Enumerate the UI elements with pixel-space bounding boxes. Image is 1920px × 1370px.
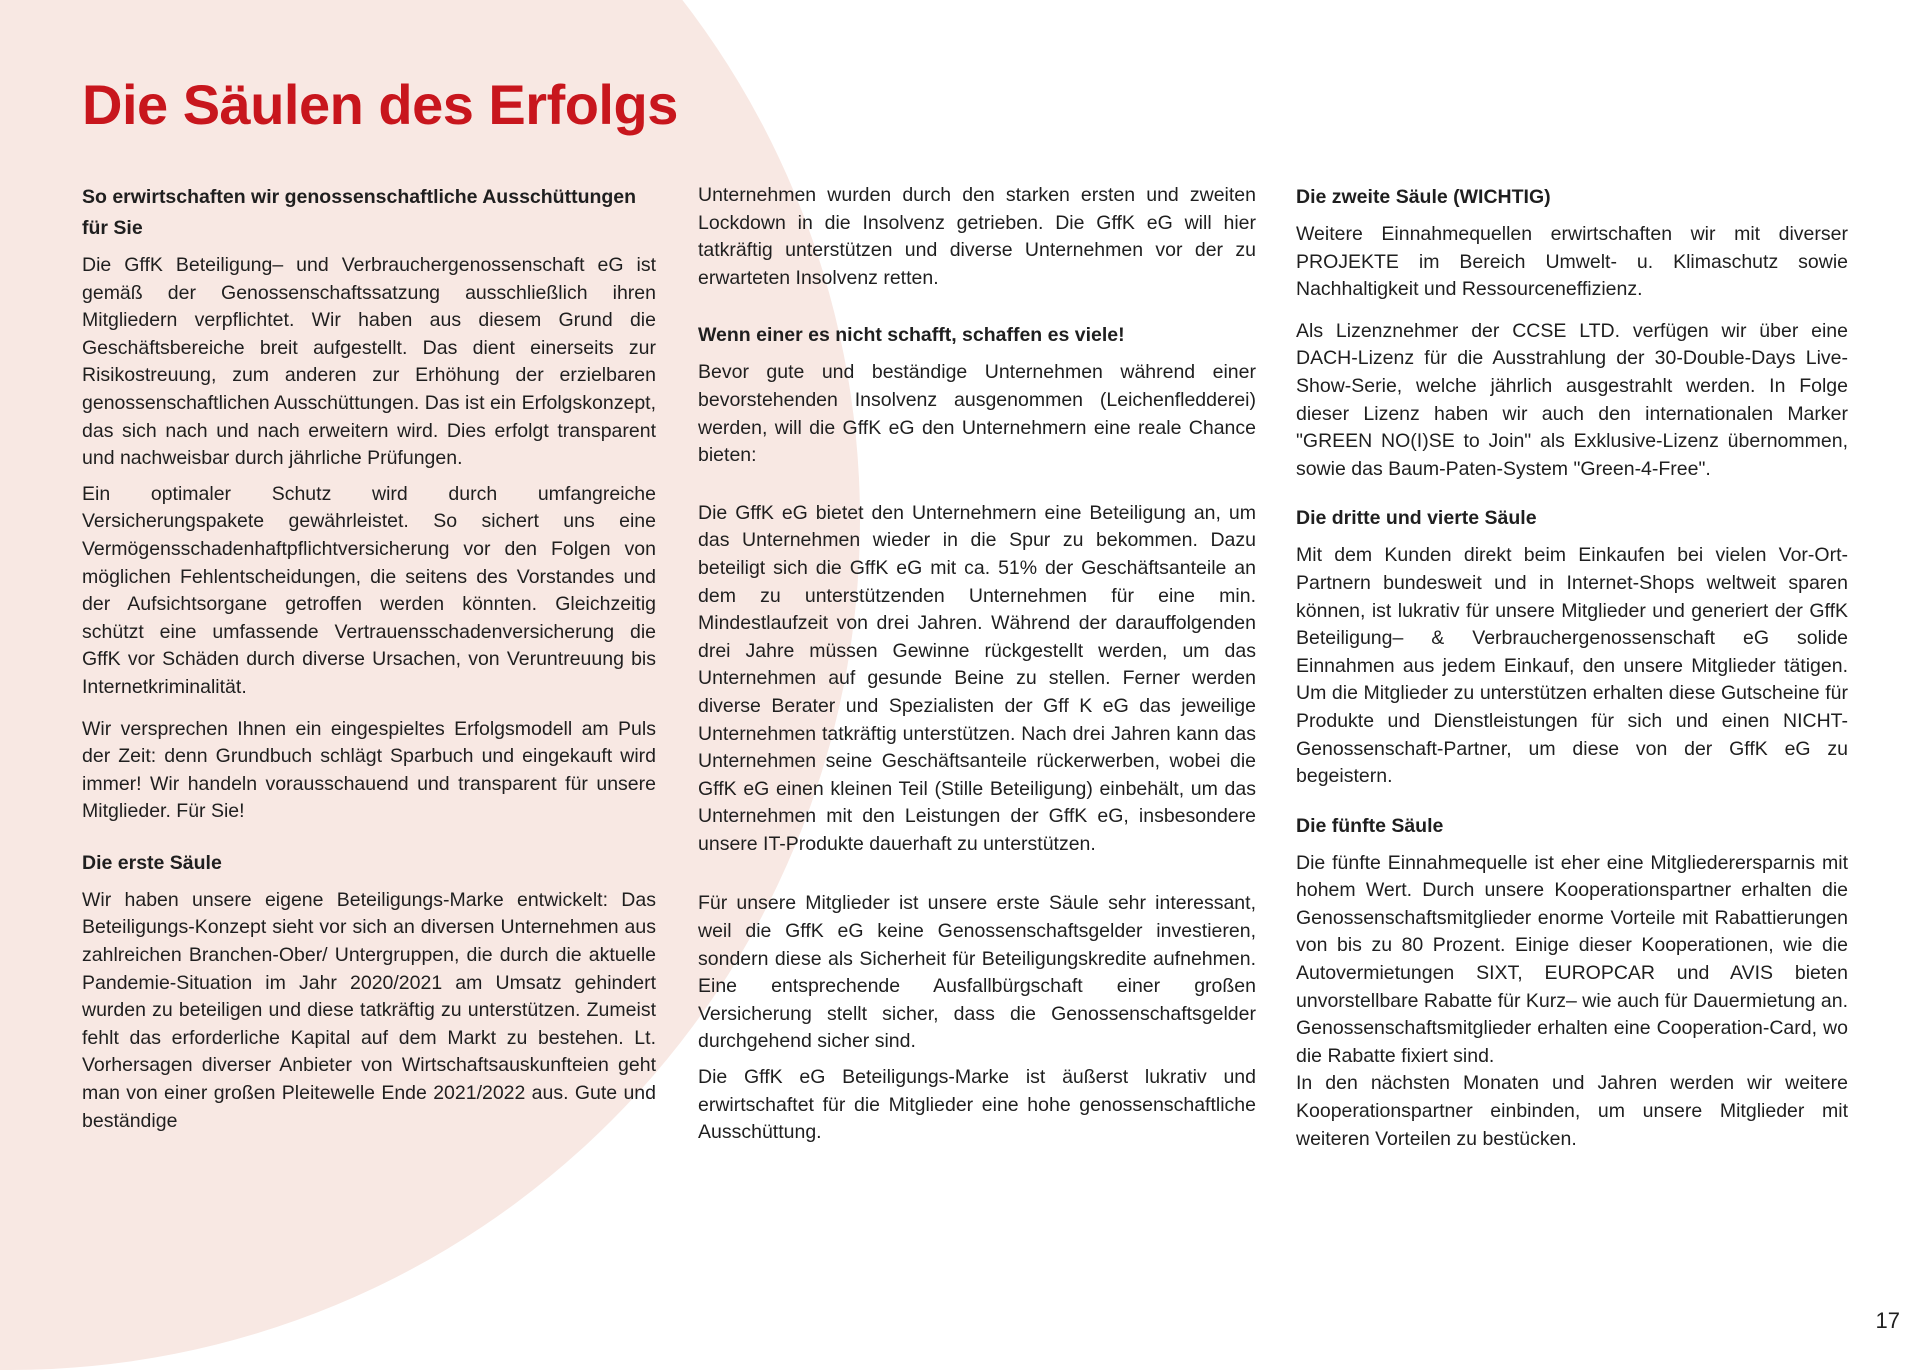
text-column-2 bbox=[698, 182, 1256, 1155]
section-heading-dritte-vierte-saeule: Die dritte und vierte Säule bbox=[1296, 507, 1537, 530]
text-column-3 bbox=[1296, 182, 1848, 1161]
paragraph: In den nächsten Monaten und Jahren werden wir weitere Kooperationspartner einbinden, um unsere Mitglieder mit weiteren Vorteilen zu bestücken. bbox=[1296, 1072, 1848, 1150]
paragraph: Bevor gute und beständige Unternehmen während einer bevorstehenden Insolvenz ausgenommen (Leichenfledderei) werden, will die GffK eG den Unternehmern eine reale Chance bieten: bbox=[698, 361, 1256, 467]
section-heading-ausschuettungen: So erwirtschaften wir genossenschaftliche Ausschüttungen für Sie bbox=[82, 186, 637, 239]
section-heading-zweite-saeule: Die zweite Säule (WICHTIG) bbox=[1296, 186, 1551, 208]
paragraph: Die fünfte Einnahmequelle ist eher eine Mitgliederersparnis mit hohem Wert. Durch unsere Kooperationspartner erhalten die Genossenschaftsmitglieder enorme Vorteile mit Rabattierungen von bis zu 80 Prozent. Einige dieser Kooperationen, wie die Autovermietungen SIXT, EUROPCAR und AVIS bieten unvorstellbare Rabatte für Kurz– wie auch für Dauermietung an. Genossenschaftsmitglieder erhalten eine Cooperation-Card, wo die Rabatte fixiert sind. bbox=[1296, 851, 1848, 1067]
spacer bbox=[698, 866, 1256, 890]
paragraph: Weitere Einnahmequellen erwirtschaften wir mit diverser PROJEKTE im Bereich Umwelt- u. Klimaschutz sowie Nachhaltigkeit und Ressourceneffizienz. bbox=[1296, 223, 1848, 301]
page-number: 17 bbox=[1875, 1308, 1900, 1333]
paragraph: Wir versprechen Ihnen ein eingespieltes Erfolgsmodell am Puls der Zeit: denn Grundbuch schlägt Sparbuch und eingekauft wird immer! Wir handeln vorausschauend und transparent für unsere Mitglieder. Für Sie! bbox=[82, 717, 656, 823]
paragraph: Die GffK eG Beteiligungs-Marke ist äußerst lukrativ und erwirtschaftet für die Mitglieder eine hohe genossenschaftliche Ausschüttung. bbox=[698, 1066, 1256, 1144]
paragraph: Ein optimaler Schutz wird durch umfangreiche Versicherungspakete gewährleistet. So sichert uns eine Vermögensschadenhaftpflichtversicherung vor den Folgen von möglichen Fehlentscheidungen, die seitens des Vorstandes und der Aufsichtsorgane getroffen werden könnten. Gleichzeitig schützt eine umfassende Vertrauensschadenversicherung die GffK vor Schäden durch diverse Ursachen, von Veruntreuung bis Internetkriminalität. bbox=[82, 482, 656, 698]
paragraph: Die GffK eG bietet den Unternehmern eine Beteiligung an, um das Unternehmen wieder in die Spur zu bekommen. Dazu beteiligt sich die GffK eG mit ca. 51% der Geschäftsanteile an dem zu unterstützenden Unternehmen für eine min. Mindestlaufzeit von drei Jahren. Während der darauffolgenden drei Jahre müssen Gewinne rückgestellt werden, um das Unternehmen auf gesunde Beine zu stellen. Ferner werden diverse Berater und Spezialisten der Gff K eG das jeweilige Unternehmen tatkräftig unterstützen. Nach drei Jahren kann das Unternehmen seine Geschäftsanteile rückerwerben, wobei die GffK eG einen kleinen Teil (Stille Beteiligung) einbehält, um das Unternehmen mit den Leistungen der GffK eG, insbesondere unsere IT-Produkte dauerhaft zu unterstützen. bbox=[698, 501, 1256, 855]
section-heading-erste-saeule: Die erste Säule bbox=[82, 851, 222, 874]
spacer bbox=[698, 478, 1256, 500]
text-column-1 bbox=[82, 182, 656, 1143]
paragraph: Als Lizenznehmer der CCSE LTD. verfügen wir über eine DACH-Lizenz für die Ausstrahlung der 30-Double-Days Live-Show-Serie, welche jährlich ausgestrahlt werden. In Folge dieser Lizenz haben wir auch den internationalen Marker "GREEN NO(I)SE to Join" als Exklusive-Lizenz übernommen, sowie das Baum-Paten-System "Green-4-Free". bbox=[1296, 319, 1848, 480]
spacer bbox=[1296, 799, 1848, 811]
paragraph: Mit dem Kunden direkt beim Einkaufen bei vielen Vor-Ort-Partnern bundesweit und in Internet-Shops weltweit sparen können, ist lukrativ für unsere Mitglieder und generiert der GffK Beteiligung– & Verbrauchergenossenschaft eG solide Einnahmen aus jedem Einkauf, den unsere Mitglieder tätigen. Um die Mitglieder zu unterstützen erhalten diese Gutscheine für Produkte und Dienstleistungen für sich und einen NICHT-Genossenschaft-Partner, um diese von der GffK eG zu begeistern. bbox=[1296, 544, 1848, 788]
section-heading-wenn-einer: Wenn einer es nicht schafft, schaffen es viele! bbox=[698, 324, 1125, 347]
section-heading-fuenfte-saeule: Die fünfte Säule bbox=[1296, 814, 1444, 837]
spacer bbox=[82, 834, 656, 848]
paragraph: Wir haben unsere eigene Beteiligungs-Marke entwickelt: Das Beteiligungs-Konzept sieht vor sich an diversen Unternehmen aus zahlreichen Branchen-Ober/ Untergruppen, die durch die aktuelle Pandemie-Situation im Jahr 2020/2021 am Umsatz gehindert wurden zu beteiligen und diese tatkräftig zu unterstützen. Zumeist fehlt das erforderliche Kapital auf dem Markt zu bestehen. Lt. Vorhersagen diverser Anbieter von Wirtschaftsauskunfteien geht man von einer großen Pleitewelle Ende 2021/2022 aus. Gute und beständige bbox=[82, 888, 656, 1132]
paragraph: Für unsere Mitglieder ist unsere erste Säule sehr interessant, weil die GffK eG keine Genossenschaftsgelder investieren, sondern diese als Sicherheit für Beteiligungskredite aufnehmen. Eine entsprechende Ausfallbürgschaft einer großen Versicherung stellt sicher, dass die Genossenschaftsgelder durchgehend sicher sind. bbox=[698, 892, 1256, 1053]
spacer bbox=[698, 300, 1256, 320]
paragraph: Die GffK Beteiligung– und Verbrauchergenossenschaft eG ist gemäß der Genossenschaftssatzung ausschließlich ihren Mitgliedern verpflichtet. Wir haben aus diesem Grund die Geschäftsbereiche breit aufgestellt. Das dient einerseits zur Risikostreuung, zum anderen zur Erhöhung der erzielbaren genossenschaftlichen Ausschüttungen. Das ist ein Erfolgskonzept, das sich nach und nach erweitern wird. Dies erfolgt transparent und nachweisbar durch jährliche Prüfungen. bbox=[82, 254, 656, 470]
paragraph: Unternehmen wurden durch den starken ersten und zweiten Lockdown in die Insolvenz getrieben. Die GffK eG will hier tatkräftig unterstützen und diverse Unternehmen vor der zu erwarteten Insolvenz retten. bbox=[698, 184, 1256, 289]
page-title: Die Säulen des Erfolgs bbox=[82, 73, 678, 136]
spacer bbox=[1296, 491, 1848, 503]
